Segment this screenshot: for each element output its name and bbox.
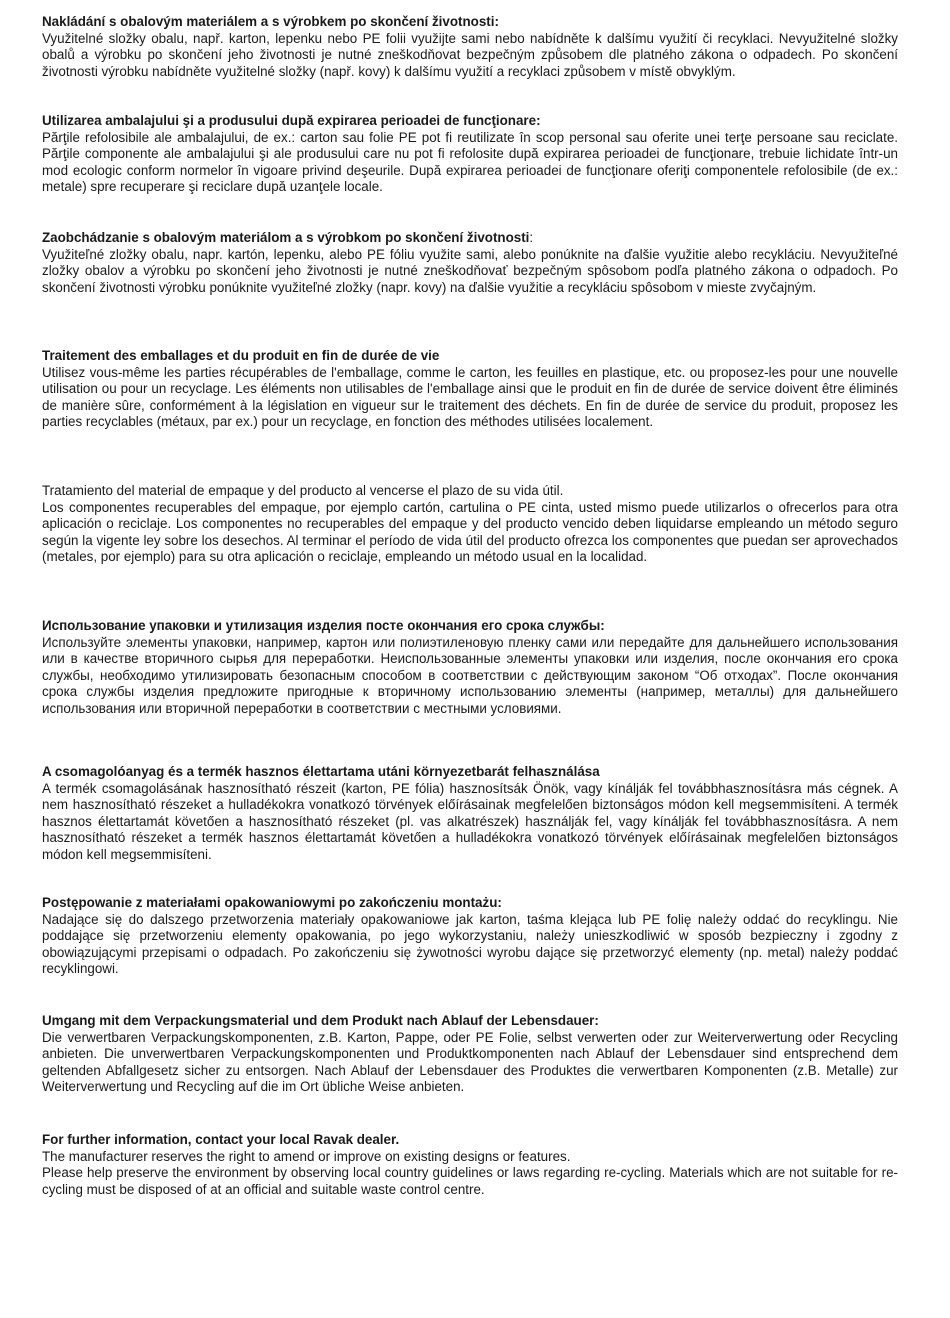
section-body: A termék csomagolásának hasznosítható részeit (karton, PE fólia) hasznosítsák Önök, vagy kínálják fel továbbhasznosításra más cégnek. A nem hasznosítható részeket a hulladékokra vonatkozó törvények előírásainak megfelelően biztonságos módon kell megsemmisíteni. A termék hasznos élettartamát követően a hasznosítható részeket (pl. vas alkatrészek) használják fel, vagy kínálják fel továbbhasznosításra. A nem hasznosítható részeket a termék hasznos élettartamát követően a hulladékokra vonatkozó törvények előírásainak megfelelően biztonságos módon kell megsemmisíteni. [42, 780, 898, 862]
section-spanish [42, 483, 898, 566]
section-czech [42, 14, 898, 80]
section-body: Părţile refolosibile ale ambalajului, de ex.: carton sau folie PE pot fi reutilizate în scop personal sau oferite unei terţe persoane sau reciclate. Părţile componente ale ambalajului şi ale produsului care nu pot fi refolosite după expirarea perioadei de funcţionare, trebuie lichidate într-un mod ecologic conform normelor în vigoare privind deşeurile. După expirarea perioadei de funcţionare oferiţi componentele refolosibile (de ex.: metale) spre recuperare şi reciclare după uzanţele locale. [42, 129, 898, 195]
section-body: The manufacturer reserves the right to amend or improve on existing designs or features. [42, 1148, 571, 1164]
section-title: Utilizarea ambalajului şi a produsului după expirarea perioadei de funcţionare: [42, 113, 541, 128]
section-romanian [42, 113, 898, 196]
section-title: Zaobchádzanie s obalovým materiálom a s výrobkom po skončení životnosti [42, 230, 530, 245]
section-title: For further information, contact your local Ravak dealer. [42, 1132, 400, 1147]
section-body: Die verwertbaren Verpackungskomponenten, z.B. Karton, Pappe, oder PE Folie, selbst verwerten oder zur Weiterverwertung oder Recycling anbieten. Die unverwertbaren Verpackungskomponenten und Produktkomponenten nach Ablauf der Lebensdauer sind entsprechend dem geltenden Abfallgesetz sicher zu entsorgen. Nach Ablauf der Lebensdauer des Produktes die verwertbaren Komponenten (z.B. Metalle) zur Weiterverwertung und Recycling auf die im Ort übliche Weise anbieten. [42, 1029, 898, 1095]
section-body-secondary: Please help preserve the environment by observing local country guidelines or laws regarding re-cycling. Materials which are not suitable for re-cycling must be disposed of at an official and suitable waste control centre. [42, 1165, 898, 1197]
section-german [42, 1013, 898, 1096]
section-title: Tratamiento del material de empaque y del producto al vencerse el plazo de su vida útil. [42, 483, 564, 498]
section-french [42, 348, 898, 431]
section-title: Использование упаковки и утилизация изделия посте окончания его срока службы: [42, 618, 605, 633]
section-title: Postępowanie z materiałami opakowaniowymi po zakończeniu montażu: [42, 895, 502, 910]
section-body: Využiteľné zložky obalu, napr. kartón, lepenku, alebo PE fóliu využite sami, alebo ponúknite na ďalšie využitie alebo recykláciu. Nevyužiteľné zložky obalov a výrobku po skončení jeho životnosti je nutné zneškodňovať bezpečným spôsobom podľa platného zákona o odpadoch. Po skončení životnosti výrobku ponúknite využiteľné zložky (napr. kovy) na ďalšie využitie a recykláciu spôsobom v mieste zvyčajným. [42, 246, 898, 295]
section-title-row [42, 230, 898, 247]
section-polish [42, 895, 898, 978]
section-body: Využitelné složky obalu, např. karton, lepenku nebo PE folii využijte sami nebo nabídněte k dalšímu využití či recyklaci. Nevyužitelné složky obalů a výrobku po skončení jeho životnosti je nutné zneškodňovat bezpečným způsobem dle platného zákona o odpadech. Po skončení životnosti výrobku nabídněte využitelné složky (např. kovy) k dalšímu využití a recyklaci způsobem v místě obvyklým. [42, 30, 898, 79]
section-title: Umgang mit dem Verpackungsmaterial und dem Produkt nach Ablauf der Lebensdauer: [42, 1013, 599, 1028]
section-russian [42, 618, 898, 718]
section-english [42, 1132, 898, 1198]
section-title: A csomagolóanyag és a termék hasznos élettartama utáni környezetbarát felhasználása [42, 764, 600, 779]
section-body: Utilisez vous-même les parties récupérables de l'emballage, comme le carton, les feuilles en plastique, etc. ou proposez-les pour une nouvelle utilisation ou pour un recyclage. Les éléments non utilisables de l'emballage ainsi que le produit en fin de durée de service doivent être éliminés de manière sûre, conformément à la législation en vigueur sur le traitement des déchets. En fin de durée de service du produit, proposez les parties recyclables (métaux, par ex.) pour un recyclage, en fonction des méthodes utilisées localement. [42, 364, 898, 430]
section-title: Traitement des emballages et du produit en fin de durée de vie [42, 348, 440, 363]
section-title-colon: : [529, 230, 534, 245]
section-slovak [42, 230, 898, 296]
section-hungarian [42, 764, 898, 864]
section-title: Nakládání s obalovým materiálem a s výrobkem po skončení životnosti: [42, 14, 499, 29]
section-body: Los componentes recuperables del empaque, por ejemplo cartón, cartulina o PE cinta, usted mismo puede utilizarlos o ofrecerlos para otra aplicación o reciclaje. Los componentes no recuperables del empaque y del producto vencido deben liquidarse empleando un método seguro según la vigente ley sobre los desechos. Al terminar el período de vida útil del producto ofrezca los componentes que puedan ser aprovechados (metales, por ejemplo) para su otra aplicación o reciclaje, empleando un método usual en la localidad. [42, 499, 898, 565]
section-body: Nadające się do dalszego przetworzenia materiały opakowaniowe jak karton, taśma klejąca lub PE folię należy oddać do recyklingu. Nie poddające się przetworzeniu elementy opakowania, po jego wykorzystaniu, należy unieszkodliwić w sposób bezpieczny i zgodny z obowiązującymi przepisami o odpadach. Po zakończeniu się żywotności wyrobu dające się przetworzyć elementy (np. metal) należy poddać recyklingowi. [42, 911, 898, 977]
section-body: Используйте элементы упаковки, например, картон или полиэтиленовую пленку сами или передайте для дальнейшего использования или в качестве вторичного сырья для переработки. Неиспользованные элементы упаковки или изделия, после окончания его срока службы, необходимо утилизировать безопасным способом в соответствии с действующим законом “Об отходах”. После окончания срока службы изделия предложите пригодные к вторичному использованию элементы (например, металлы) для дальнейшего использования или вторичной переработки в соответствии с местными условиями. [42, 634, 898, 716]
